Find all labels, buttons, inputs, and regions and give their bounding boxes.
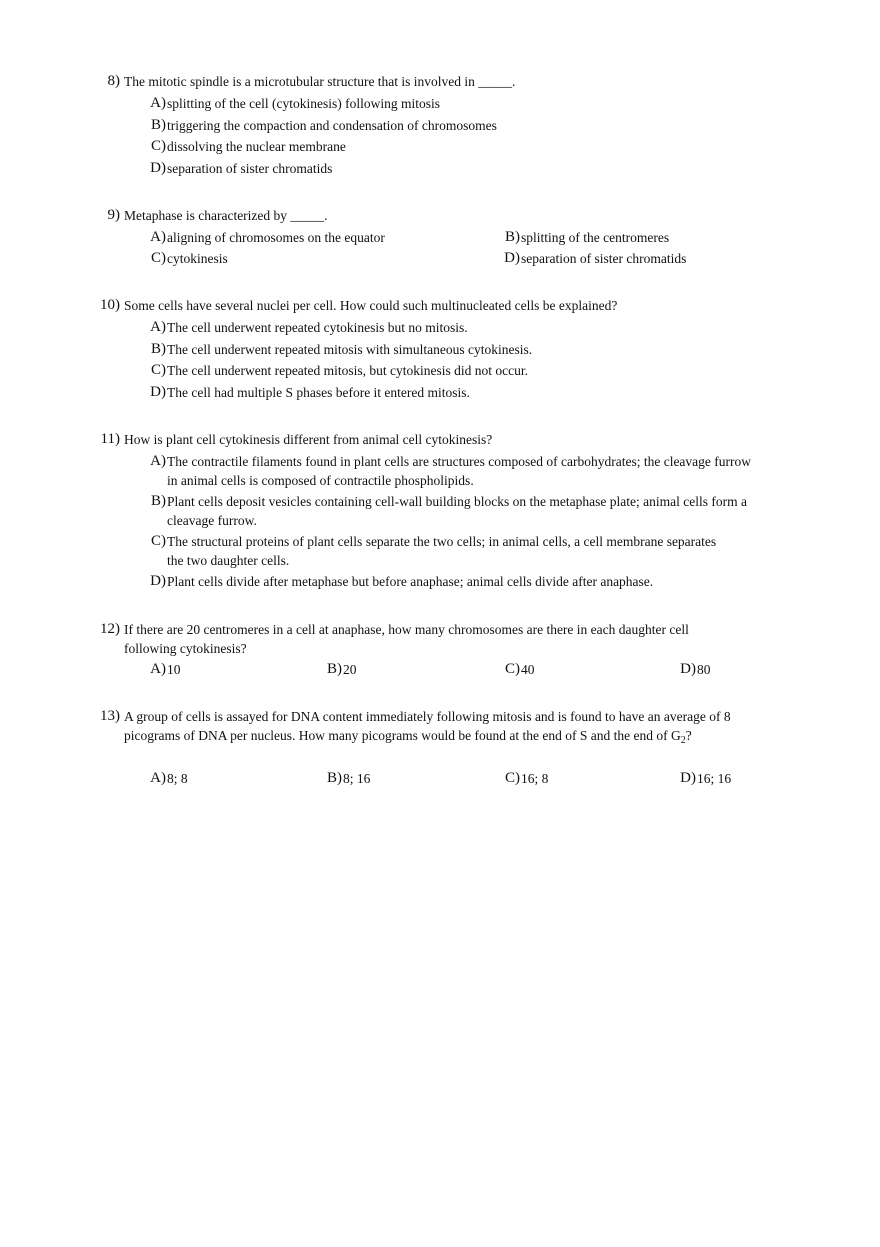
option-label: C) — [505, 770, 520, 786]
option-label: A) — [150, 770, 166, 786]
option-label: C) — [505, 661, 520, 677]
question-text: The mitotic spindle is a microtubular structure that is involved in _____. — [124, 74, 516, 89]
question-text-main: A group of cells is assayed for DNA content immediately following mitosis and is found to have an average of 8 picograms of DNA per nucleus. How many picograms would be found at the end of S and the end of G — [124, 709, 731, 743]
option-text: 8; 8 — [167, 771, 188, 786]
option-text: The cell underwent repeated mitosis, but cytokinesis did not occur. — [167, 363, 529, 378]
option-label: B) — [327, 661, 342, 677]
option-text: 40 — [521, 662, 535, 677]
option-text: 80 — [697, 662, 711, 677]
option-label: D) — [150, 573, 166, 589]
question-text: Metaphase is characterized by _____. — [124, 208, 328, 223]
option-text: triggering the compaction and condensation of chromosomes — [167, 118, 497, 133]
question-number: 11) — [100, 431, 120, 447]
option-label: A) — [150, 229, 166, 245]
question-text — [124, 707, 746, 750]
option-label: A) — [150, 95, 166, 111]
option-label: D) — [680, 770, 696, 786]
option-text: cytokinesis — [167, 251, 228, 266]
option-text: The contractile filaments found in plant cells are structures composed of carbohydrates; the cleavage furrow in animal cells is composed of contractile phospholipids. — [167, 454, 752, 488]
question-text: How is plant cell cytokinesis different from animal cell cytokinesis? — [124, 432, 493, 447]
option-text: 16; 16 — [697, 771, 732, 786]
option-text: The cell had multiple S phases before it entered mitosis. — [167, 385, 470, 400]
option-label: A) — [150, 661, 166, 677]
option-text: The structural proteins of plant cells separate the two cells; in animal cells, a cell membrane separates the two daughter cells. — [167, 534, 717, 568]
option-text: 20 — [343, 662, 357, 677]
option-label: C) — [151, 533, 166, 549]
question-number: 9) — [107, 207, 120, 223]
option-label: D) — [680, 661, 696, 677]
option-text: The cell underwent repeated cytokinesis but no mitosis. — [167, 320, 468, 335]
option-text: 8; 16 — [343, 771, 371, 786]
question-number: 8) — [107, 73, 120, 89]
option-label: A) — [150, 453, 166, 469]
question-text: If there are 20 centromeres in a cell at anaphase, how many chromosomes are there in each daughter cell following cytokinesis? — [124, 622, 689, 656]
option-label: D) — [504, 250, 520, 266]
option-label: B) — [505, 229, 520, 245]
question-text: Some cells have several nuclei per cell. How could such multinucleated cells be explained? — [124, 298, 618, 313]
option-label: D) — [150, 160, 166, 176]
option-label: B) — [151, 341, 166, 357]
option-text: Plant cells deposit vesicles containing cell-wall building blocks on the metaphase plate; animal cells form a cleavage furrow. — [167, 494, 747, 528]
option-label: C) — [151, 362, 166, 378]
subscript-2: 2 — [680, 735, 686, 746]
option-text: separation of sister chromatids — [521, 251, 687, 266]
option-label: C) — [151, 138, 166, 154]
option-text: dissolving the nuclear membrane — [167, 139, 346, 154]
option-label: B) — [151, 117, 166, 133]
option-text: separation of sister chromatids — [167, 161, 333, 176]
option-label: B) — [327, 770, 342, 786]
option-text: 10 — [167, 662, 181, 677]
option-text: splitting of the cell (cytokinesis) following mitosis — [167, 96, 440, 111]
question-number: 10) — [100, 297, 120, 313]
option-label: D) — [150, 384, 166, 400]
option-text: aligning of chromosomes on the equator — [167, 230, 385, 245]
option-label: C) — [151, 250, 166, 266]
question-number: 12) — [100, 621, 120, 637]
option-text: Plant cells divide after metaphase but before anaphase; animal cells divide after anaphase. — [167, 574, 654, 589]
question-text-end: ? — [685, 728, 692, 743]
question-number: 13) — [100, 708, 120, 724]
option-label: B) — [151, 493, 166, 509]
option-text: 16; 8 — [521, 771, 549, 786]
option-text: The cell underwent repeated mitosis with simultaneous cytokinesis. — [167, 342, 533, 357]
option-text: splitting of the centromeres — [521, 230, 670, 245]
option-label: A) — [150, 319, 166, 335]
